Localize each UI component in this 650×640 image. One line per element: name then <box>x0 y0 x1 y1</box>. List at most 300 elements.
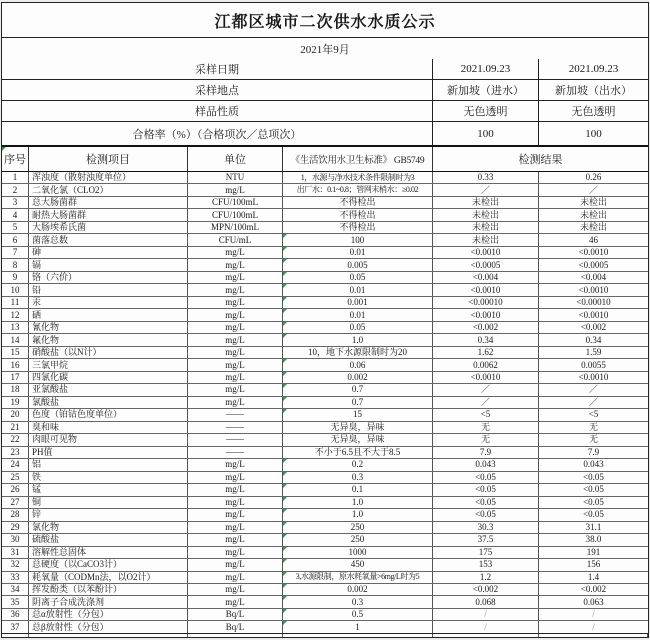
cell-result-inlet[interactable]: <0.0010 <box>433 247 539 258</box>
cell-standard[interactable]: 0.7 <box>283 384 433 395</box>
cell-result-outlet[interactable]: 46 <box>589 234 598 245</box>
cell-no[interactable]: 12 <box>2 309 29 320</box>
table-row[interactable] <box>2 547 648 559</box>
cell-standard[interactable]: 0.01 <box>283 247 433 258</box>
table-row[interactable] <box>2 297 648 309</box>
cell-no[interactable]: 34 <box>2 584 29 595</box>
cell-item[interactable]: 总大肠菌群 <box>29 197 188 208</box>
cell-standard[interactable]: 0.7 <box>283 397 433 408</box>
cell-no[interactable]: 22 <box>2 434 29 445</box>
cell-result-outlet[interactable]: 31.1 <box>585 521 602 532</box>
cell-unit[interactable]: mg/L <box>188 547 283 558</box>
cell-result-inlet[interactable]: 0.33 <box>433 172 539 183</box>
cell-item[interactable]: 铅 <box>29 284 188 295</box>
cell-item[interactable]: 氯酸盐 <box>29 397 188 408</box>
cell-standard[interactable]: 1 <box>283 621 433 632</box>
cell-result-outlet[interactable]: ／ <box>588 184 598 195</box>
cell-unit[interactable]: mg/L <box>188 347 283 358</box>
cell-no[interactable]: 3 <box>2 197 29 208</box>
cell-result-outlet[interactable]: <0.00010 <box>576 297 611 308</box>
cell-result-outlet[interactable]: 0.26 <box>585 172 602 183</box>
cell-no[interactable]: 5 <box>2 222 29 233</box>
cell-unit[interactable]: Bq/L <box>188 609 283 620</box>
error-indicator-icon <box>283 459 287 463</box>
table-header-row[interactable] <box>2 147 648 172</box>
cell-standard[interactable]: 0.05 <box>283 272 433 283</box>
cell-result-outlet[interactable]: / <box>592 621 595 632</box>
cell-standard[interactable]: 1.0 <box>283 509 433 520</box>
cell-unit[interactable]: mg/L <box>188 459 283 470</box>
cell-no[interactable]: 25 <box>2 472 29 483</box>
cell-no[interactable]: 13 <box>2 322 29 333</box>
cell-result-outlet[interactable]: 1.59 <box>585 347 602 358</box>
cell-result-outlet[interactable]: <0.002 <box>580 322 607 333</box>
cell-no[interactable]: 11 <box>2 297 29 308</box>
cell-unit[interactable]: mg/L <box>188 472 283 483</box>
table-row[interactable] <box>2 434 648 446</box>
cell-unit[interactable]: mg/L <box>188 572 283 583</box>
cell-result-outlet[interactable]: <0.002 <box>580 584 607 595</box>
cell-result-inlet[interactable]: 153 <box>433 559 539 570</box>
cell-item[interactable]: 耐热大肠菌群 <box>29 209 188 220</box>
error-indicator-icon <box>283 584 287 588</box>
cell-item[interactable]: 铜 <box>29 497 188 508</box>
error-indicator-icon <box>283 559 287 563</box>
cell-result-inlet[interactable]: ／ <box>433 184 539 195</box>
cell-result-inlet[interactable]: 1.2 <box>433 572 539 583</box>
cell-result-outlet[interactable]: 0.043 <box>583 459 604 470</box>
cell-result-inlet[interactable]: <5 <box>433 409 539 420</box>
table-row[interactable] <box>2 309 648 321</box>
table-row[interactable] <box>2 497 648 509</box>
cell-standard[interactable]: 0.1 <box>283 484 433 495</box>
cell-no[interactable]: 27 <box>2 497 29 508</box>
cell-unit[interactable]: mg/L <box>188 397 283 408</box>
cell-result-inlet[interactable]: / <box>433 621 539 632</box>
cell-unit[interactable]: —— <box>188 409 283 420</box>
cell-standard[interactable]: 1.0 <box>283 334 433 345</box>
cell-no[interactable]: 10 <box>2 284 29 295</box>
cell-item[interactable]: 菌落总数 <box>29 234 188 245</box>
cell-result-inlet[interactable]: 175 <box>433 547 539 558</box>
cell-item[interactable]: 镉 <box>29 259 188 270</box>
cell-item[interactable]: 阴离子合成洗涤剂 <box>29 596 188 607</box>
cell-item[interactable]: 铬（六价） <box>29 272 188 283</box>
cell-unit[interactable]: mg/L <box>188 247 283 258</box>
cell-unit[interactable]: mg/L <box>188 384 283 395</box>
cell-no[interactable]: 14 <box>2 334 29 345</box>
cell-item[interactable]: 锰 <box>29 484 188 495</box>
cell-item[interactable]: 硒 <box>29 309 188 320</box>
table-row[interactable] <box>2 259 648 271</box>
table-row[interactable] <box>2 484 648 496</box>
cell-item[interactable]: 铝 <box>29 459 188 470</box>
cell-item[interactable]: 二氧化氯（CLO2） <box>29 184 188 195</box>
table-row[interactable] <box>2 609 648 621</box>
error-indicator-icon <box>283 509 287 513</box>
error-indicator-icon <box>283 322 287 326</box>
cell-unit[interactable]: —— <box>188 447 283 458</box>
cell-result-outlet[interactable]: 无 <box>588 421 598 432</box>
cell-result-inlet[interactable]: <0.05 <box>433 509 539 520</box>
cell-result-inlet[interactable]: 30.3 <box>433 522 539 533</box>
error-indicator-icon <box>283 334 287 338</box>
table-row[interactable] <box>2 347 648 359</box>
table-row[interactable] <box>2 397 648 409</box>
error-indicator-icon <box>283 359 287 363</box>
cell-result-outlet[interactable]: 未检出 <box>579 209 607 220</box>
cell-unit[interactable]: —— <box>188 434 283 445</box>
cell-result-inlet[interactable]: 未检出 <box>433 209 539 220</box>
cell-unit[interactable]: CFU/mL <box>188 234 283 245</box>
cell-no[interactable]: 33 <box>2 572 29 583</box>
cell-result-outlet[interactable]: 0.0055 <box>581 359 606 370</box>
cell-unit[interactable]: mg/L <box>188 596 283 607</box>
cell-result-outlet[interactable]: 7.9 <box>587 446 600 457</box>
cell-result-outlet[interactable]: <0.05 <box>583 484 604 495</box>
cell-result-outlet[interactable]: <0.0010 <box>578 247 609 258</box>
cell-result-inlet[interactable]: <0.05 <box>433 472 539 483</box>
cell-standard[interactable]: 0.3 <box>283 596 433 607</box>
cell-item[interactable]: 氟化物 <box>29 334 188 345</box>
table-row[interactable] <box>2 209 648 221</box>
cell-standard[interactable]: 0.5 <box>283 609 433 620</box>
cell-item[interactable]: 总α放射性（分包） <box>29 609 188 620</box>
cell-no[interactable]: 21 <box>2 422 29 433</box>
error-indicator-icon <box>283 409 287 413</box>
info-row-pass-rate[interactable] <box>2 122 648 147</box>
cell-result-inlet[interactable]: 无 <box>433 422 539 433</box>
sampling-date-inlet[interactable]: 2021.09.23 <box>433 59 539 79</box>
cell-standard[interactable]: 1000 <box>283 547 433 558</box>
cell-unit[interactable]: Bq/L <box>188 621 283 632</box>
cell-result-outlet[interactable]: <0.0010 <box>578 309 609 320</box>
header-standard[interactable]: 《生活饮用水卫生标准》 GB5749 <box>283 147 433 171</box>
cell-item[interactable]: 四氯化碳 <box>29 372 188 383</box>
cell-item[interactable]: 溶解性总固体 <box>29 547 188 558</box>
cell-result-inlet[interactable]: 0.0062 <box>433 359 539 370</box>
cell-item[interactable]: 三氯甲烷 <box>29 359 188 370</box>
cell-standard[interactable]: 0.001 <box>283 297 433 308</box>
cell-no[interactable]: 37 <box>2 621 29 632</box>
cell-result-outlet[interactable]: ／ <box>588 384 598 395</box>
info-row-sampling-location[interactable] <box>2 80 648 101</box>
cell-result-inlet[interactable]: 0.34 <box>433 334 539 345</box>
cell-item[interactable]: 铁 <box>29 472 188 483</box>
cell-result-inlet[interactable]: 未检出 <box>433 234 539 245</box>
cell-no[interactable]: 31 <box>2 547 29 558</box>
cell-item[interactable]: 氯化物 <box>29 522 188 533</box>
cell-unit[interactable]: mg/L <box>188 334 283 345</box>
cell-unit[interactable]: mg/L <box>188 297 283 308</box>
cell-result-inlet[interactable]: <0.00010 <box>433 297 539 308</box>
table-row[interactable] <box>2 334 648 346</box>
cell-unit[interactable]: mg/L <box>188 559 283 570</box>
cell-result-inlet[interactable]: <0.0010 <box>433 372 539 383</box>
cell-result-outlet[interactable]: <0.0005 <box>578 259 609 270</box>
cell-item[interactable]: 挥发酚类（以苯酚计） <box>29 584 188 595</box>
table-row[interactable] <box>2 172 648 184</box>
info-row-sampling-date[interactable] <box>2 59 648 80</box>
cell-no[interactable]: 36 <box>2 609 29 620</box>
header-no[interactable]: 序号 <box>2 147 29 171</box>
cell-unit[interactable]: mg/L <box>188 584 283 595</box>
error-indicator-icon <box>283 497 287 501</box>
cell-standard[interactable]: 10，地下水源限制时为20 <box>283 347 433 358</box>
cell-standard[interactable]: 15 <box>283 409 433 420</box>
cell-no[interactable]: 7 <box>2 247 29 258</box>
cell-standard[interactable]: 1.0 <box>283 497 433 508</box>
cell-result-inlet[interactable]: 无 <box>433 434 539 445</box>
cell-standard[interactable]: 不得检出 <box>283 222 433 233</box>
cell-result-inlet[interactable]: 未检出 <box>433 197 539 208</box>
sample-nature-outlet[interactable]: 无色透明 <box>571 106 616 118</box>
table-row[interactable] <box>2 272 648 284</box>
cell-item[interactable]: 肉眼可见物 <box>29 434 188 445</box>
sampling-date-outlet[interactable]: 2021.09.23 <box>568 63 619 75</box>
cell-item[interactable]: 砷 <box>29 247 188 258</box>
cell-unit[interactable]: mg/L <box>188 259 283 270</box>
cell-no[interactable]: 30 <box>2 534 29 545</box>
cell-standard[interactable]: 0.06 <box>283 359 433 370</box>
table-row[interactable] <box>2 572 648 584</box>
cell-standard[interactable]: 1，水源与净水技术条件限制时为3 <box>283 172 433 183</box>
cell-no[interactable]: 19 <box>2 397 29 408</box>
sampling-location-outlet[interactable]: 新加坡（出水） <box>555 85 632 97</box>
cell-result-outlet[interactable]: <0.05 <box>583 496 604 507</box>
cell-item[interactable]: 臭和味 <box>29 422 188 433</box>
cell-result-inlet[interactable]: <0.0010 <box>433 309 539 320</box>
cell-result-outlet[interactable]: / <box>592 609 595 620</box>
error-indicator-icon <box>283 234 287 238</box>
cell-standard[interactable]: 0.005 <box>283 259 433 270</box>
cell-standard[interactable]: 无异臭，异味 <box>283 434 433 445</box>
header-unit[interactable]: 单位 <box>188 147 283 171</box>
cell-no[interactable]: 32 <box>2 559 29 570</box>
info-row-sample-nature[interactable] <box>2 101 648 122</box>
cell-item[interactable]: 氰化物 <box>29 322 188 333</box>
cell-result-outlet[interactable]: ／ <box>588 396 598 407</box>
cell-unit[interactable]: mg/L <box>188 509 283 520</box>
cell-no[interactable]: 17 <box>2 372 29 383</box>
cell-unit[interactable]: MPN/100mL <box>188 222 283 233</box>
cell-unit[interactable]: mg/L <box>188 534 283 545</box>
cell-standard[interactable]: 0.002 <box>283 584 433 595</box>
cell-result-outlet[interactable]: <0.004 <box>580 272 607 283</box>
cell-standard[interactable]: 100 <box>283 234 433 245</box>
cell-item[interactable]: 浑浊度（散射浊度单位） <box>29 172 188 183</box>
table-row[interactable] <box>2 559 648 571</box>
cell-unit[interactable]: NTU <box>188 172 283 183</box>
cell-standard[interactable]: 无异臭，异味 <box>283 422 433 433</box>
cell-no[interactable]: 1 <box>2 172 29 183</box>
error-indicator-icon <box>283 272 287 276</box>
table-row[interactable] <box>2 596 648 608</box>
table-row[interactable] <box>2 459 648 471</box>
cell-result-inlet[interactable]: 0.068 <box>433 596 539 607</box>
cell-result-outlet[interactable]: 无 <box>588 434 598 445</box>
cell-result-outlet[interactable]: <0.0010 <box>578 371 609 382</box>
cell-standard[interactable]: 0.05 <box>283 322 433 333</box>
title-row[interactable] <box>2 3 648 38</box>
cell-no[interactable]: 24 <box>2 459 29 470</box>
cell-result-inlet[interactable]: ／ <box>433 397 539 408</box>
table-row[interactable] <box>2 184 648 196</box>
table-row[interactable] <box>2 322 648 334</box>
table-row[interactable] <box>2 409 648 421</box>
sampling-date-label[interactable]: 采样日期 <box>2 59 433 79</box>
cell-no[interactable]: 9 <box>2 272 29 283</box>
cell-item[interactable]: 汞 <box>29 297 188 308</box>
cell-result-outlet[interactable]: <5 <box>588 409 599 420</box>
cell-result-inlet[interactable]: <0.05 <box>433 484 539 495</box>
cell-result-inlet[interactable]: <0.004 <box>433 272 539 283</box>
table-row[interactable] <box>2 509 648 521</box>
cell-item[interactable]: 亚氯酸盐 <box>29 384 188 395</box>
cell-no[interactable]: 35 <box>2 596 29 607</box>
cell-unit[interactable]: mg/L <box>188 184 283 195</box>
sampling-location-label[interactable]: 采样地点 <box>2 80 433 100</box>
cell-item[interactable]: 硝酸盐（以N计） <box>29 347 188 358</box>
cell-unit[interactable]: mg/L <box>188 484 283 495</box>
cell-no[interactable]: 8 <box>2 259 29 270</box>
cell-result-outlet[interactable]: 0.34 <box>585 334 602 345</box>
cell-unit[interactable]: mg/L <box>188 322 283 333</box>
cell-result-inlet[interactable]: <0.05 <box>433 497 539 508</box>
cell-result-outlet[interactable]: 38.0 <box>585 534 602 545</box>
cell-standard[interactable]: 0.2 <box>283 459 433 470</box>
cell-unit[interactable]: mg/L <box>188 309 283 320</box>
cell-standard[interactable]: 0.002 <box>283 372 433 383</box>
cell-result-inlet[interactable]: 1.62 <box>433 347 539 358</box>
table-row[interactable] <box>2 247 648 259</box>
pass-rate-label[interactable]: 合格率（%）（合格项次／总项次） <box>2 122 433 145</box>
sampling-location-inlet[interactable]: 新加坡（进水） <box>433 80 539 100</box>
cell-unit[interactable]: —— <box>188 422 283 433</box>
cell-unit[interactable]: mg/L <box>188 272 283 283</box>
table-row[interactable] <box>2 197 648 209</box>
cell-unit[interactable]: mg/L <box>188 359 283 370</box>
sample-nature-inlet[interactable]: 无色透明 <box>433 101 539 121</box>
cell-result-outlet[interactable]: 0.063 <box>583 596 604 607</box>
cell-result-inlet[interactable]: <0.002 <box>433 322 539 333</box>
cell-result-inlet[interactable]: / <box>433 609 539 620</box>
table-row[interactable] <box>2 359 648 371</box>
cell-standard[interactable]: 3,水源限制，原水耗氧量>6mg/L时为5 <box>283 572 433 583</box>
cell-unit[interactable]: mg/L <box>188 372 283 383</box>
table-row[interactable] <box>2 534 648 546</box>
cell-result-outlet[interactable]: <0.05 <box>583 471 604 482</box>
cell-result-outlet[interactable]: 未检出 <box>579 222 607 233</box>
cell-item[interactable]: PH值 <box>29 447 188 458</box>
cell-result-outlet[interactable]: <0.05 <box>583 509 604 520</box>
cell-result-outlet[interactable]: 191 <box>586 546 601 557</box>
cell-result-inlet[interactable]: <0.0010 <box>433 284 539 295</box>
cell-result-outlet[interactable]: 1.4 <box>587 571 600 582</box>
cell-item[interactable]: 硫酸盐 <box>29 534 188 545</box>
sample-nature-label[interactable]: 样品性质 <box>2 101 433 121</box>
cell-unit[interactable]: mg/L <box>188 284 283 295</box>
cell-result-inlet[interactable]: ／ <box>433 384 539 395</box>
table-row[interactable] <box>2 372 648 384</box>
cell-result-inlet[interactable]: <0.0005 <box>433 259 539 270</box>
cell-no[interactable]: 16 <box>2 359 29 370</box>
cell-result-inlet[interactable]: 0.043 <box>433 459 539 470</box>
cell-unit[interactable]: mg/L <box>188 522 283 533</box>
cell-no[interactable]: 26 <box>2 484 29 495</box>
cell-standard[interactable]: 0.01 <box>283 284 433 295</box>
cell-no[interactable]: 6 <box>2 234 29 245</box>
table-row[interactable] <box>2 422 648 434</box>
pass-rate-outlet[interactable]: 100 <box>585 127 602 140</box>
cell-result-inlet[interactable]: 7.9 <box>433 447 539 458</box>
table-row[interactable] <box>2 234 648 246</box>
page-title: 江都区城市二次供水水质公示 <box>214 13 436 31</box>
cell-standard[interactable]: 0.3 <box>283 472 433 483</box>
cell-result-outlet[interactable]: 未检出 <box>579 197 607 208</box>
cell-no[interactable]: 20 <box>2 409 29 420</box>
cell-item[interactable]: 色度（铂钴色度单位） <box>29 409 188 420</box>
cell-unit[interactable]: CFU/100mL <box>188 197 283 208</box>
table-row[interactable] <box>2 222 648 234</box>
cell-standard[interactable]: 出厂水：0.1~0.8；管网末梢水：≥0.02 <box>283 184 433 195</box>
cell-no[interactable]: 28 <box>2 509 29 520</box>
table-row[interactable] <box>2 522 648 534</box>
cell-no[interactable]: 4 <box>2 209 29 220</box>
cell-result-inlet[interactable]: 37.5 <box>433 534 539 545</box>
table-row[interactable] <box>2 621 648 633</box>
cell-item[interactable]: 大肠埃希氏菌 <box>29 222 188 233</box>
cell-no[interactable]: 23 <box>2 447 29 458</box>
cell-no[interactable]: 2 <box>2 184 29 195</box>
cell-standard[interactable]: 不得检出 <box>283 197 433 208</box>
bottom-empty-strip <box>2 634 648 637</box>
subtitle-row[interactable] <box>2 38 648 59</box>
cell-item[interactable]: 耗氧量（CODMn法，以O2计） <box>29 572 188 583</box>
cell-result-outlet[interactable]: <0.0010 <box>578 284 609 295</box>
cell-result-inlet[interactable]: <0.002 <box>433 584 539 595</box>
table-row[interactable] <box>2 447 648 459</box>
cell-standard[interactable]: 不小于6.5且不大于8.5 <box>283 447 433 458</box>
cell-standard[interactable]: 250 <box>283 534 433 545</box>
table-row[interactable] <box>2 472 648 484</box>
cell-result-inlet[interactable]: 未检出 <box>433 222 539 233</box>
cell-item[interactable]: 总β放射性（分包） <box>29 621 188 632</box>
error-indicator-icon <box>283 621 287 625</box>
cell-item[interactable]: 锌 <box>29 509 188 520</box>
cell-standard[interactable]: 不得检出 <box>283 209 433 220</box>
cell-no[interactable]: 15 <box>2 347 29 358</box>
cell-no[interactable]: 18 <box>2 384 29 395</box>
cell-item[interactable]: 总硬度（以CaCO3计） <box>29 559 188 570</box>
error-indicator-icon <box>283 372 287 376</box>
cell-standard[interactable]: 450 <box>283 559 433 570</box>
table-row[interactable] <box>2 384 648 396</box>
error-indicator-icon <box>283 609 287 613</box>
cell-unit[interactable]: CFU/100mL <box>188 209 283 220</box>
error-indicator-icon <box>283 522 287 526</box>
cell-standard[interactable]: 250 <box>283 522 433 533</box>
table-row[interactable] <box>2 584 648 596</box>
cell-unit[interactable]: mg/L <box>188 497 283 508</box>
header-result[interactable]: 检测结果 <box>518 154 563 166</box>
cell-standard[interactable]: 0.01 <box>283 309 433 320</box>
cell-no[interactable]: 29 <box>2 522 29 533</box>
pass-rate-inlet[interactable]: 100 <box>433 122 539 145</box>
header-item[interactable]: 检测项目 <box>29 147 188 171</box>
cell-result-outlet[interactable]: 156 <box>586 559 601 570</box>
table-row[interactable] <box>2 284 648 296</box>
